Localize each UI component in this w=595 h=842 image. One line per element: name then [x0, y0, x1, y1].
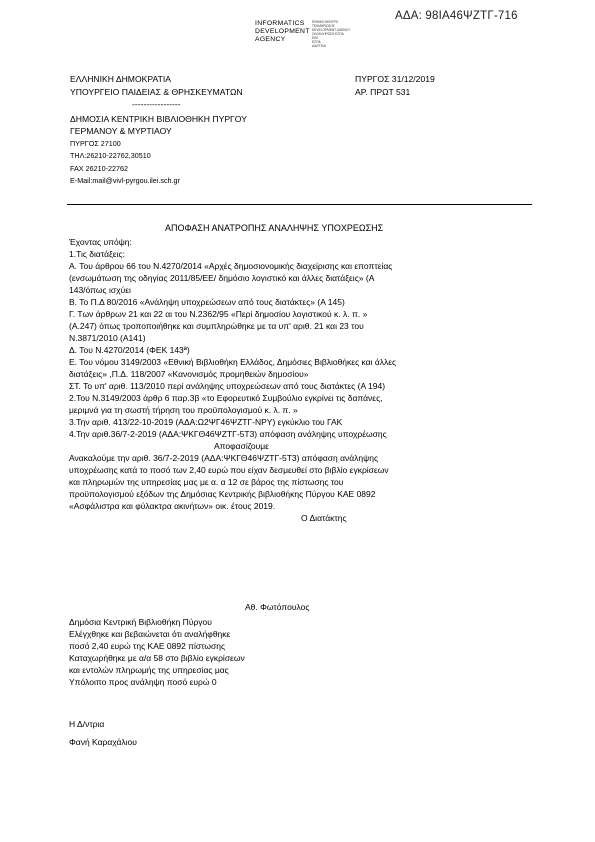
logo-subline: ΕΘΝΙΚΟ ΚΕΝΤΡΟ [312, 20, 339, 24]
ada-code: ΑΔΑ: 98ΙΑ46ΨΖΤΓ-716 [395, 10, 518, 22]
closing-block [69, 718, 137, 748]
document-title: ΑΠΟΦΑΣΗ ΑΝΑΤΡΟΠΗΣ ΑΝΑΛΗΨΗΣ ΥΠΟΧΡΕΩΣΗΣ [165, 223, 384, 233]
library-name: ΔΗΜΟΣΙΑ ΚΕΝΤΡΙΚΗ ΒΙΒΛΙΟΘΗΚΗ ΠΥΡΓΟΥ [70, 113, 247, 124]
logo-line: AGENCY [255, 36, 286, 43]
library-email: E-Mail:mail@vivl-pyrgou.ilei.sch.gr [70, 176, 180, 185]
protocol-number: ΑΡ. ΠΡΩΤ 531 [355, 86, 411, 97]
body-line: Γ. Των άρθρων 21 και 22 αι του Ν.2362/95 «Περί δημοσίου λογιστικού κ. λ. π. » [69, 309, 368, 319]
decision-line: υποχρέωσης κατά το ποσό των 2,40 ευρώ που είχαν δεσμευθεί στο βιβλίο εγκρίσεων [69, 465, 389, 475]
body-line: Έχοντας υπόψη: [69, 237, 132, 247]
body-line: 3.Την αριθ. 413/22-10-2019 (ΑΔΑ:Ω2ΨΓ46ΨΖΤΓ-ΝΡΥ) εγκύκλιο του ΓΑΚ [69, 417, 343, 427]
diavgeia-logo [255, 20, 375, 50]
body-line: (ενσωμάτωση της οδηγίας 2011/85/ΕΕ/ δημόσιο λογιστικό και άλλες διατάξεις» (Α [69, 273, 375, 283]
body-line: Δ. Του Ν.4270/2014 (ΦΕΚ 143ª) [69, 345, 190, 355]
body-line: ΣΤ. Το υπ' αριθ. 113/2010 περί ανάληψης υποχρεώσεων από τους διατάκτες (Α 194) [69, 381, 386, 391]
logo-subline: ΕΕΕ [312, 36, 319, 40]
separator-dashes: ----------------- [132, 99, 181, 109]
cert-line: και εντολών πληρωμής της υπηρεσίας μας [69, 665, 229, 675]
body-line: Α. Του άρθρου 66 του Ν.4270/2014 «Αρχές δημοσιονομικής διαχείρισης και εποπτείας [69, 261, 393, 271]
country-heading: ΕΛΛΗΝΙΚΗ ΔΗΜΟΚΡΑΤΙΑ [70, 74, 171, 84]
logo-line: DEVELOPMENT [255, 28, 310, 35]
library-address: ΓΕΡΜΑΝΟΥ & ΜΥΡΤΙΑΟΥ [70, 126, 172, 136]
header-right [355, 74, 435, 97]
body-line: 2.Του Ν.3149/2003 άρθρ 6 παρ.3β «το Εφορευτικό Συμβούλιο εγκρίνει τις δαπάνες, [69, 393, 383, 403]
certification-block [69, 616, 245, 688]
date-place: ΠΥΡΓΟΣ 31/12/2019 [355, 74, 435, 84]
library-fax: FAX 26210-22762 [70, 163, 128, 173]
header-divider [67, 204, 532, 205]
director-name: Φανή Καραχάλιου [69, 737, 137, 747]
decide-heading: Αποφασίζουμε [214, 441, 269, 451]
considerations-block [69, 236, 396, 524]
body-line: διατάξεις» ,Π.Δ. 118/2007 «Κανονισμός προμηθειών δημοσίου» [69, 369, 309, 379]
decision-line: «Ασφάλιστρα και φύλακτρα ακινήτων» οικ. έτους 2019. [69, 501, 276, 511]
cert-line: ποσό 2,40 ευρώ της ΚΑΕ 0892 πίστωσης [69, 641, 226, 651]
logo-subline: ΤΕΚΜΗΡΙΩΣΗΣ [312, 24, 335, 28]
decision-line: προϋπολογισμού εξόδων της Δημόσιας Κεντρικής βιβλιοθήκης Πύργου ΚΑΕ 0892 [69, 489, 376, 499]
body-line: Β. Το Π.Δ 80/2016 «Ανάληψη υποχρεώσεων από τους διατάκτες» (Α 145) [69, 297, 345, 307]
cert-line: Δημόσια Κεντρική Βιβλιοθήκη Πύργου [69, 617, 212, 627]
cert-line: Ελέγχθηκε και βεβαιώνεται ότι αναλήφθηκε [69, 629, 231, 639]
library-city: ΠΥΡΓΟΣ 27100 [70, 138, 121, 148]
body-line: 4.Την αριθ.36/7-2-2019 (ΑΔΑ:ΨΚΓΘ46ΨΖΤΓ-5Τ3) απόφαση ανάληψης υποχρέωσης [69, 429, 387, 439]
body-line: 143/όπως ισχύει [69, 285, 131, 295]
library-phone: ΤΗΛ:26210-22762,30510 [70, 151, 151, 160]
logo-subline: ΕΣΠΑ [312, 40, 321, 44]
logo-subline: DEVELOPMENT AGENCY [312, 28, 351, 32]
body-line: (Α.247) όπως τροποποιήθηκε και συμπληρώθηκε με τα υπ' αριθ. 21 και 23 του [69, 321, 364, 331]
cert-line: Καταχωρήθηκε με α/α 58 στο βιβλίο εγκρίσεων [69, 653, 245, 663]
logo-subline: ΟΛΟΚΛΗΡΩΣΗ ΕΣΠΑ [312, 32, 344, 36]
decision-line: Ανακαλούμε την αριθ. 36/7-2-2019 (ΑΔΑ:ΨΚΓΘ46ΨΖΤΓ-5Τ3) απόφαση ανάληψης [69, 453, 379, 463]
body-line: Ε. Του νόμου 3149/2003 «Εθνική Βιβλιοθήκη Ελλάδος, Δημόσιες Βιβλιοθήκες και άλλες [69, 357, 397, 367]
director-title: Η Δ/ντρια [69, 719, 105, 729]
cert-line: Υπόλοιπο προς ανάληψη ποσό ευρώ 0 [69, 677, 217, 687]
ministry-heading: ΥΠΟΥΡΓΕΙΟ ΠΑΙΔΕΙΑΣ & ΘΡΗΣΚΕΥΜΑΤΩΝ [70, 86, 243, 97]
body-line: μεριμνά για τη σωστή τήρηση του προϋπολογισμού κ. λ. π. » [69, 405, 298, 415]
decision-line: και πληρωμών της υπηρεσίας μας με α. α 12 σε βάρος της πίστωσης του [69, 477, 344, 487]
header-left [70, 74, 247, 187]
body-line: Ν.3871/2010 (Α141) [69, 333, 146, 343]
logo-line: INFORMATICS [255, 20, 305, 27]
signer-name: Αθ. Φωτόπουλος [245, 602, 310, 612]
signer-role: Ο Διατάκτης [301, 513, 347, 523]
logo-subline: ΔΙΑΥΓΕΙΑ [312, 44, 326, 48]
body-line: 1.Τις διατάξεις: [69, 249, 125, 259]
